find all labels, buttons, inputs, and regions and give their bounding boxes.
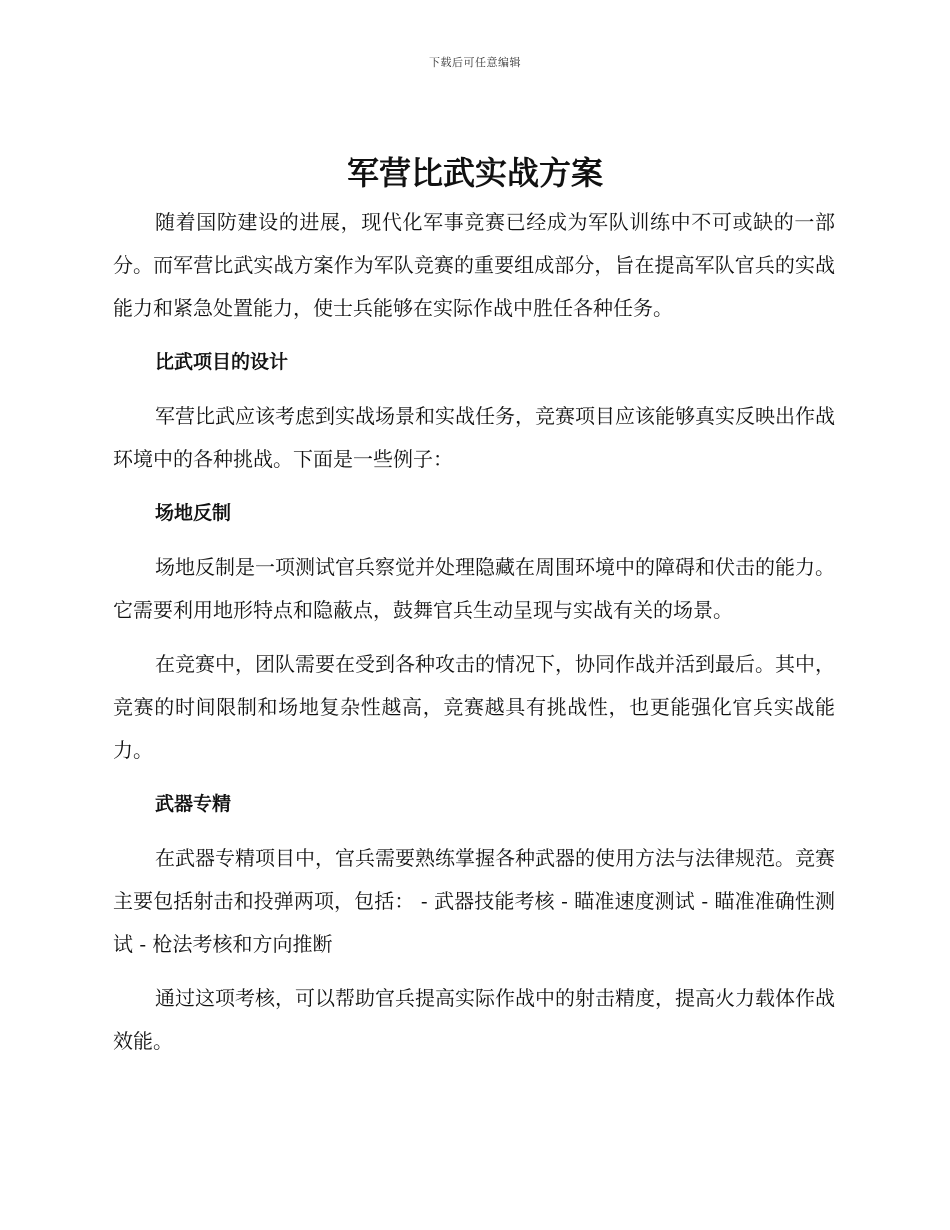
section-heading-design: 比武项目的设计 — [155, 351, 289, 373]
paragraph-terrain-2: 在竞赛中，团队需要在受到各种攻击的情况下，协同作战并活到最后。其中，竞赛的时间限制和场地复杂性越高，竞赛越具有挑战性，也更能强化官兵实战能力。 — [113, 652, 835, 762]
paragraph-terrain-1: 场地反制是一项测试官兵察觉并处理隐藏在周围环境中的障碍和伏击的能力。它需要利用地形特点和隐蔽点，鼓舞官兵生动呈现与实战有关的场景。 — [113, 555, 835, 622]
paragraph-intro: 随着国防建设的进展，现代化军事竞赛已经成为军队训练中不可或缺的一部分。而军营比武实战方案作为军队竞赛的重要组成部分，旨在提高军队官兵的实战能力和紧急处置能力，使士兵能够在实际作战中胜任各种任务。 — [113, 210, 835, 320]
section-heading-weapons: 武器专精 — [155, 793, 232, 815]
section-heading-terrain: 场地反制 — [155, 502, 232, 524]
document-body — [113, 201, 835, 1074]
page-title: 军营比武实战方案 — [346, 154, 603, 192]
paragraph-weapons-2: 通过这项考核，可以帮助官兵提高实际作战中的射击精度，提高火力载体作战效能。 — [113, 986, 835, 1053]
paragraph-weapons-1: 在武器专精项目中，官兵需要熟练掌握各种武器的使用方法与法律规范。竞赛主要包括射击和投弹两项，包括： - 武器技能考核 - 瞄准速度测试 - 瞄准准确性测试 - 枪法考核和方向推断 — [113, 846, 835, 956]
paragraph-design: 军营比武应该考虑到实战场景和实战任务，竞赛项目应该能够真实反映出作战环境中的各种挑战。下面是一些例子： — [113, 404, 835, 471]
header-note: 下载后可任意编辑 — [429, 56, 521, 69]
